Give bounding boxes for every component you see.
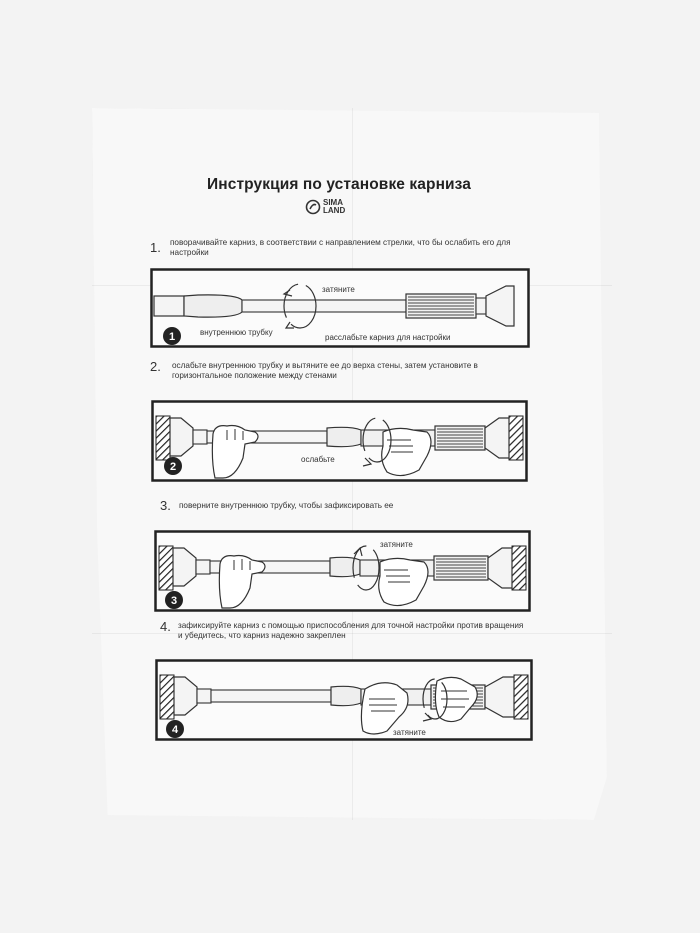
step-2-illustration: [151, 400, 528, 482]
step-badge-number: 4: [171, 724, 179, 736]
step-3-illustration: [154, 530, 531, 612]
brand-name: [323, 199, 345, 215]
step-badge-number: 3: [170, 595, 178, 607]
step-3-number: 3.: [160, 498, 171, 513]
step-2-number: 2.: [150, 359, 161, 374]
step-4-illustration: [155, 659, 533, 741]
step-2-text: ослабьте внутреннюю трубку и вытяните ее до верха стены, затем установите в горизонтальное положение между стенами: [172, 361, 478, 380]
brand-line-2: LAND: [323, 206, 346, 215]
brand-logo: [305, 199, 345, 215]
label-loosen: ослабьте: [301, 455, 335, 464]
page-title: Инструкция по установке карниза: [207, 176, 471, 193]
label-tighten: затяните: [322, 285, 355, 294]
step-1-illustration: [150, 268, 530, 348]
step-1-text: поворачивайте карниз, в соответствии с направлением стрелки, что бы ослабить его для настройки: [170, 238, 511, 257]
step-3-text: поверните внутреннюю трубку, чтобы зафиксировать ее: [179, 501, 394, 510]
sima-land-logo-icon: [305, 199, 321, 215]
label-tighten: затяните: [393, 728, 426, 737]
step-4-number: 4.: [160, 619, 171, 634]
label-tighten: затяните: [380, 540, 413, 549]
step-4-text: зафиксируйте карниз с помощью приспособления для точной настройки против вращения и убедитесь, что карниз надежно закреплен: [178, 621, 524, 640]
step-badge-number: 2: [169, 461, 177, 473]
brand-line-1: SIMA: [323, 198, 343, 207]
label-loosen-adjust: расслабьте карниз для настройки: [325, 333, 451, 342]
step-badge-number: 1: [168, 331, 176, 343]
step-1-number: 1.: [150, 240, 161, 255]
label-inner-tube: внутреннюю трубку: [200, 328, 273, 337]
